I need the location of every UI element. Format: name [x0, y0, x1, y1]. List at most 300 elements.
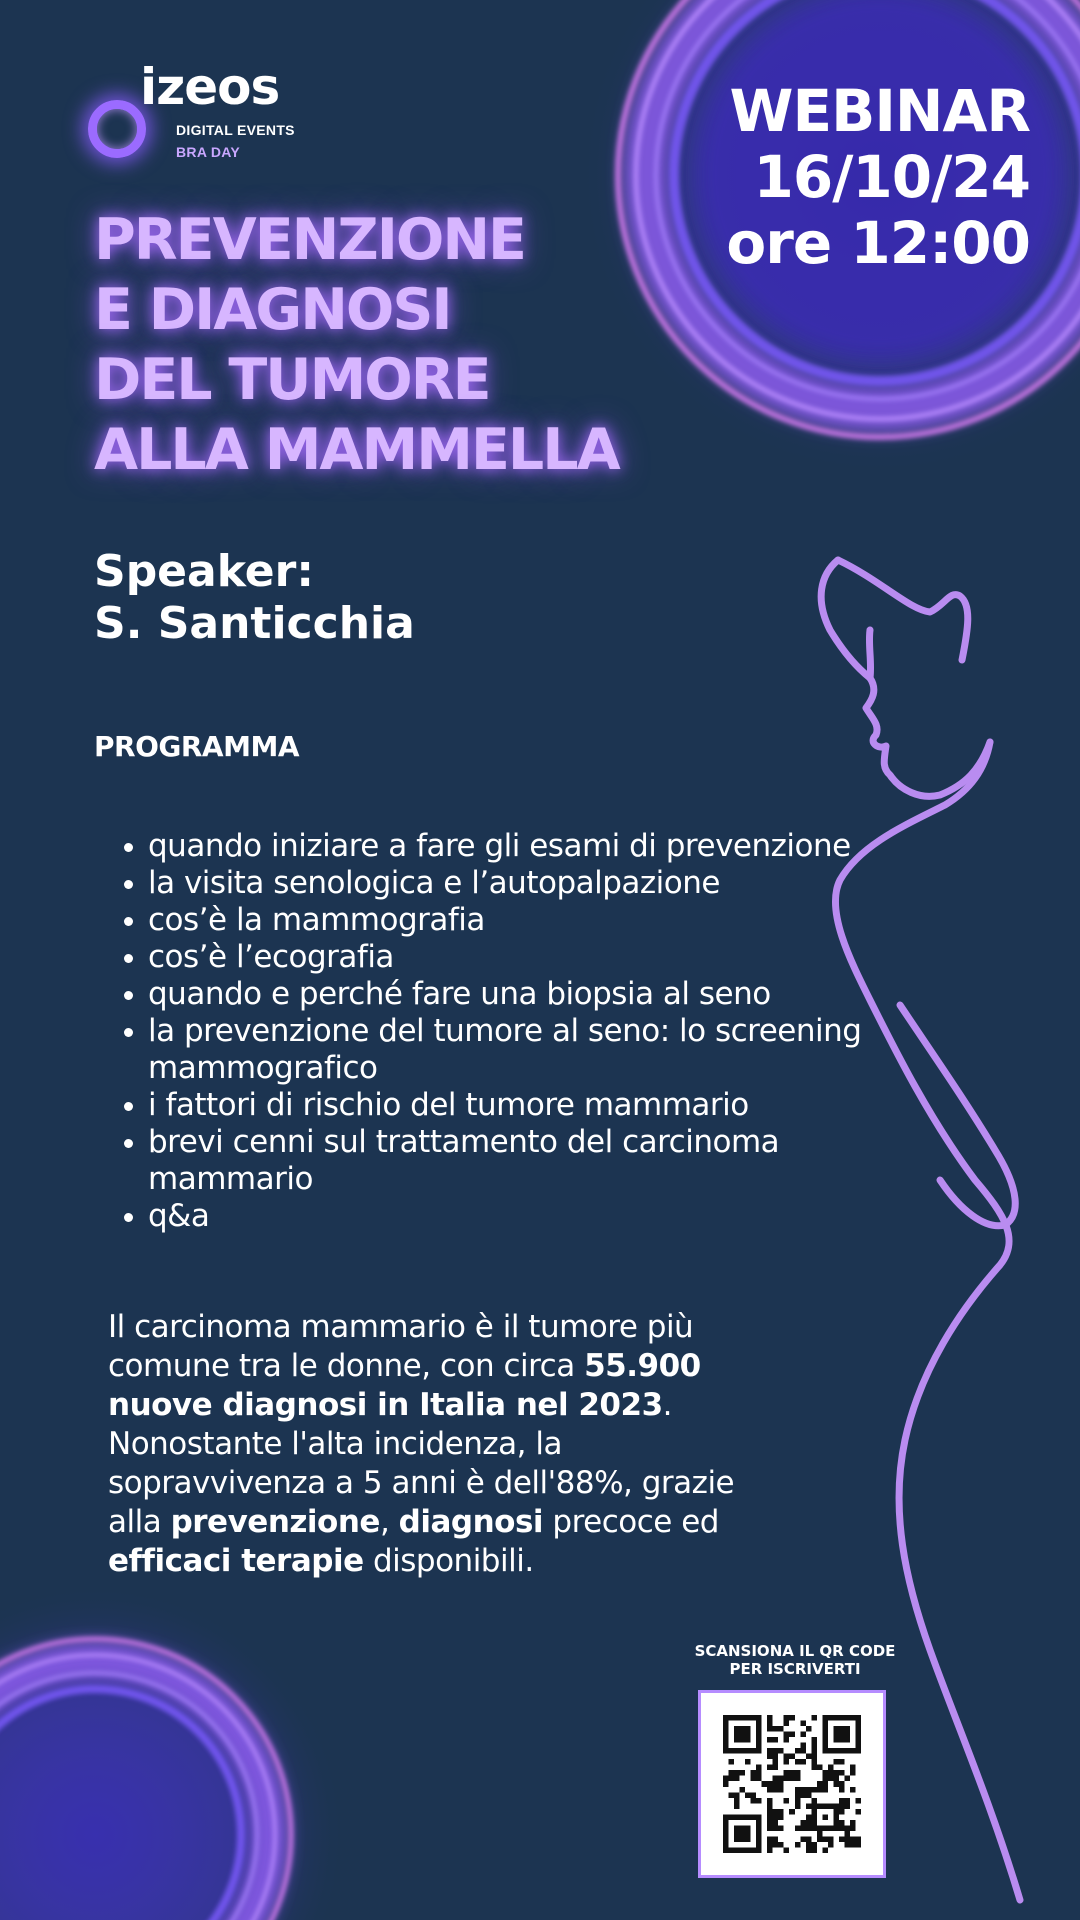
qr-module — [756, 1776, 762, 1782]
qr-module — [833, 1803, 839, 1809]
qr-module — [740, 1732, 746, 1738]
qr-module — [833, 1781, 839, 1787]
qr-module — [723, 1726, 729, 1732]
qr-module — [855, 1732, 861, 1738]
qr-module — [734, 1825, 740, 1831]
qr-code-image — [723, 1715, 861, 1853]
qr-module — [789, 1776, 795, 1782]
headline-line: PREVENZIONE — [94, 207, 525, 273]
qr-module — [800, 1743, 806, 1749]
qr-module — [745, 1847, 751, 1853]
list-item: • la visita senologica e l’autopalpazione — [148, 865, 868, 902]
qr-module — [839, 1759, 845, 1765]
qr-module — [767, 1787, 773, 1793]
qr-module — [850, 1820, 856, 1826]
qr-module — [817, 1825, 823, 1831]
qr-module — [833, 1715, 839, 1721]
qr-module — [800, 1836, 806, 1842]
qr-module — [723, 1831, 729, 1837]
qr-module — [795, 1842, 801, 1848]
info-text: disponibili. — [363, 1543, 534, 1579]
qr-module — [756, 1847, 762, 1853]
list-item: • la prevenzione del tumore al seno: lo screening mammografico — [148, 1013, 868, 1087]
qr-module — [778, 1787, 784, 1793]
qr-module — [745, 1715, 751, 1721]
list-item: • cos’è l’ecografia — [148, 939, 868, 976]
qr-module — [734, 1770, 740, 1776]
qr-module — [745, 1759, 751, 1765]
qr-module — [767, 1781, 773, 1787]
qr-module — [767, 1748, 773, 1754]
qr-module — [789, 1715, 795, 1721]
qr-module — [734, 1847, 740, 1853]
qr-module — [773, 1814, 779, 1820]
qr-module — [734, 1798, 740, 1804]
qr-module — [767, 1803, 773, 1809]
qr-module — [756, 1726, 762, 1732]
qr-module — [855, 1798, 861, 1804]
qr-module — [773, 1842, 779, 1848]
qr-module — [833, 1809, 839, 1815]
list-item: • quando iniziare a fare gli esami di prevenzione — [148, 828, 868, 865]
qr-module — [833, 1748, 839, 1754]
qr-module — [811, 1754, 817, 1760]
qr-module — [756, 1820, 762, 1826]
qr-module — [723, 1721, 729, 1727]
qr-module — [740, 1787, 746, 1793]
qr-module — [767, 1836, 773, 1842]
qr-module — [778, 1748, 784, 1754]
qr-module — [800, 1759, 806, 1765]
qr-module — [729, 1770, 735, 1776]
qr-module — [795, 1798, 801, 1804]
qr-module — [734, 1776, 740, 1782]
qr-module — [723, 1743, 729, 1749]
qr-module — [828, 1825, 834, 1831]
qr-module — [839, 1715, 845, 1721]
qr-module — [756, 1732, 762, 1738]
qr-module — [811, 1847, 817, 1853]
qr-module — [789, 1809, 795, 1815]
qr-module — [828, 1715, 834, 1721]
info-text: Nonostante l'alta incidenza, la sopravvivenza a 5 anni è dell'88%, grazie alla — [108, 1426, 735, 1540]
qr-module — [734, 1737, 740, 1743]
list-item: • quando e perché fare una biopsia al seno — [148, 976, 868, 1013]
qr-module — [751, 1770, 757, 1776]
qr-module — [784, 1732, 790, 1738]
qr-module — [828, 1842, 834, 1848]
qr-module — [723, 1781, 729, 1787]
qr-module — [795, 1759, 801, 1765]
qr-module — [773, 1820, 779, 1826]
qr-module — [850, 1836, 856, 1842]
qr-module — [767, 1737, 773, 1743]
qr-module — [784, 1798, 790, 1804]
qr-module — [784, 1737, 790, 1743]
qr-module — [767, 1809, 773, 1815]
speaker-name: S. Santicchia — [94, 598, 415, 649]
qr-module — [740, 1847, 746, 1853]
qr-module — [844, 1803, 850, 1809]
qr-module — [756, 1743, 762, 1749]
qr-module — [806, 1847, 812, 1853]
qr-module — [751, 1748, 757, 1754]
qr-module — [729, 1814, 735, 1820]
qr-module — [773, 1809, 779, 1815]
qr-module — [800, 1721, 806, 1727]
qr-module — [784, 1721, 790, 1727]
qr-module — [756, 1798, 762, 1804]
qr-module — [811, 1715, 817, 1721]
qr-module — [844, 1748, 850, 1754]
qr-module — [811, 1803, 817, 1809]
qr-module — [839, 1737, 845, 1743]
qr-module — [756, 1814, 762, 1820]
qr-module — [855, 1809, 861, 1815]
qr-module — [844, 1798, 850, 1804]
list-item: • cos’è la mammografia — [148, 902, 868, 939]
info-bold-terapie: efficaci terapie — [108, 1543, 364, 1579]
qr-module — [729, 1748, 735, 1754]
qr-module — [729, 1792, 735, 1798]
qr-module — [811, 1798, 817, 1804]
qr-module — [817, 1765, 823, 1771]
qr-module — [751, 1814, 757, 1820]
qr-module — [839, 1820, 845, 1826]
qr-module — [723, 1842, 729, 1848]
qr-module — [756, 1831, 762, 1837]
qr-module — [811, 1809, 817, 1815]
qr-module — [833, 1770, 839, 1776]
qr-module — [762, 1781, 768, 1787]
qr-module — [756, 1770, 762, 1776]
qr-module — [740, 1726, 746, 1732]
qr-module — [822, 1732, 828, 1738]
qr-module — [839, 1836, 845, 1842]
qr-module — [817, 1836, 823, 1842]
qr-module — [811, 1759, 817, 1765]
qr-module — [723, 1825, 729, 1831]
qr-module — [784, 1715, 790, 1721]
qr-module — [729, 1715, 735, 1721]
qr-module — [811, 1842, 817, 1848]
qr-label — [672, 1642, 918, 1678]
qr-module — [811, 1748, 817, 1754]
info-text: Il carcinoma mammario è il tumore più comune tra le donne, con circa — [108, 1309, 694, 1384]
qr-module — [811, 1814, 817, 1820]
qr-module — [789, 1754, 795, 1760]
qr-module — [828, 1836, 834, 1842]
qr-module — [773, 1825, 779, 1831]
qr-module — [773, 1776, 779, 1782]
info-bold-diagnosi: diagnosi — [398, 1504, 544, 1540]
qr-module — [740, 1748, 746, 1754]
qr-module — [773, 1748, 779, 1754]
speaker-label: Speaker: — [94, 546, 314, 597]
qr-module — [822, 1781, 828, 1787]
qr-module — [844, 1737, 850, 1743]
qr-module — [734, 1803, 740, 1809]
qr-module — [806, 1825, 812, 1831]
qr-module — [740, 1737, 746, 1743]
qr-module — [850, 1825, 856, 1831]
qr-module — [767, 1825, 773, 1831]
qr-module — [723, 1737, 729, 1743]
qr-module — [828, 1748, 834, 1754]
qr-module — [839, 1825, 845, 1831]
qr-module — [844, 1732, 850, 1738]
qr-module — [850, 1748, 856, 1754]
qr-module — [723, 1847, 729, 1853]
qr-module — [789, 1732, 795, 1738]
qr-module — [789, 1770, 795, 1776]
qr-module — [839, 1726, 845, 1732]
webinar-label: WEBINAR — [729, 77, 1030, 145]
qr-module — [811, 1737, 817, 1743]
qr-module — [756, 1737, 762, 1743]
qr-module — [844, 1842, 850, 1848]
qr-label-line: SCANSIONA IL QR CODE — [694, 1642, 896, 1660]
qr-module — [740, 1814, 746, 1820]
qr-module — [745, 1748, 751, 1754]
qr-module — [773, 1781, 779, 1787]
qr-module — [839, 1803, 845, 1809]
qr-module — [740, 1831, 746, 1837]
list-item: • i fattori di rischio del tumore mammario — [148, 1087, 868, 1124]
qr-module — [839, 1732, 845, 1738]
headline-line: E DIAGNOSI — [94, 277, 451, 343]
qr-module — [756, 1842, 762, 1848]
info-text: precoce ed — [543, 1504, 719, 1540]
qr-module — [734, 1836, 740, 1842]
qr-module — [850, 1715, 856, 1721]
qr-module — [822, 1726, 828, 1732]
qr-module — [806, 1726, 812, 1732]
qr-module — [855, 1726, 861, 1732]
logo-wordmark: izeos — [140, 58, 280, 116]
qr-module — [806, 1787, 812, 1793]
qr-module — [811, 1743, 817, 1749]
qr-module — [756, 1825, 762, 1831]
qr-module — [773, 1737, 779, 1743]
qr-module — [833, 1732, 839, 1738]
qr-module — [740, 1825, 746, 1831]
qr-module — [778, 1809, 784, 1815]
qr-module — [822, 1721, 828, 1727]
qr-module — [839, 1787, 845, 1793]
qr-module — [745, 1726, 751, 1732]
qr-module — [767, 1754, 773, 1760]
qr-module — [773, 1759, 779, 1765]
qr-module — [839, 1798, 845, 1804]
qr-module — [800, 1732, 806, 1738]
qr-module — [850, 1842, 856, 1848]
qr-module — [806, 1792, 812, 1798]
qr-module — [767, 1798, 773, 1804]
izeos-logo — [84, 58, 304, 176]
qr-module — [795, 1770, 801, 1776]
qr-module — [756, 1836, 762, 1842]
qr-module — [767, 1847, 773, 1853]
qr-module — [723, 1748, 729, 1754]
qr-module — [811, 1765, 817, 1771]
qr-module — [806, 1803, 812, 1809]
qr-module — [784, 1776, 790, 1782]
qr-module — [800, 1825, 806, 1831]
qr-module — [740, 1770, 746, 1776]
qr-module — [767, 1820, 773, 1826]
qr-module — [822, 1776, 828, 1782]
qr-module — [817, 1831, 823, 1837]
info-paragraph — [108, 1308, 788, 1581]
webinar-date: 16/10/24 — [753, 143, 1030, 211]
qr-module — [850, 1765, 856, 1771]
qr-module — [795, 1748, 801, 1754]
qr-module — [800, 1748, 806, 1754]
list-item: • q&a — [148, 1198, 868, 1235]
program-list — [108, 828, 868, 1235]
qr-module — [778, 1825, 784, 1831]
qr-module — [833, 1820, 839, 1826]
qr-module — [822, 1814, 828, 1820]
qr-module — [723, 1820, 729, 1826]
program-title: PROGRAMMA — [94, 730, 299, 763]
qr-module — [734, 1792, 740, 1798]
qr-module — [778, 1726, 784, 1732]
qr-module — [745, 1831, 751, 1837]
qr-module — [822, 1825, 828, 1831]
qr-module — [844, 1776, 850, 1782]
qr-module — [855, 1743, 861, 1749]
qr-module — [723, 1732, 729, 1738]
qr-module — [745, 1737, 751, 1743]
qr-module — [778, 1814, 784, 1820]
qr-module — [806, 1836, 812, 1842]
qr-module — [833, 1737, 839, 1743]
webinar-info — [726, 78, 1030, 276]
qr-module — [778, 1842, 784, 1848]
headline-line: ALLA MAMMELLA — [94, 417, 619, 483]
qr-module — [745, 1814, 751, 1820]
qr-module — [756, 1765, 762, 1771]
qr-module — [822, 1803, 828, 1809]
qr-module — [855, 1737, 861, 1743]
qr-module — [806, 1814, 812, 1820]
webinar-time: ore 12:00 — [726, 209, 1030, 277]
qr-module — [795, 1825, 801, 1831]
qr-module — [822, 1715, 828, 1721]
qr-module — [734, 1732, 740, 1738]
qr-module — [833, 1759, 839, 1765]
qr-module — [800, 1792, 806, 1798]
qr-module — [767, 1726, 773, 1732]
qr-module — [800, 1820, 806, 1826]
qr-module — [822, 1787, 828, 1793]
qr-module — [811, 1787, 817, 1793]
qr-module — [822, 1770, 828, 1776]
qr-module — [817, 1787, 823, 1793]
qr-module — [751, 1847, 757, 1853]
qr-module — [839, 1781, 845, 1787]
qr-module — [773, 1836, 779, 1842]
qr-module — [745, 1732, 751, 1738]
qr-module — [784, 1847, 790, 1853]
qr-module — [729, 1776, 735, 1782]
qr-module — [773, 1726, 779, 1732]
qr-code[interactable] — [698, 1690, 886, 1878]
qr-module — [723, 1814, 729, 1820]
qr-module — [855, 1842, 861, 1848]
headline-line: DEL TUMORE — [94, 347, 490, 413]
headline — [94, 205, 619, 485]
qr-module — [800, 1787, 806, 1793]
qr-module — [828, 1770, 834, 1776]
qr-module — [756, 1748, 762, 1754]
qr-module — [734, 1726, 740, 1732]
qr-module — [817, 1781, 823, 1787]
qr-module — [855, 1715, 861, 1721]
qr-module — [855, 1748, 861, 1754]
qr-module — [839, 1809, 845, 1815]
qr-module — [795, 1776, 801, 1782]
qr-module — [729, 1759, 735, 1765]
qr-module — [767, 1765, 773, 1771]
qr-module — [767, 1715, 773, 1721]
qr-module — [839, 1748, 845, 1754]
qr-module — [745, 1792, 751, 1798]
info-text: . — [662, 1387, 672, 1423]
qr-module — [844, 1836, 850, 1842]
qr-module — [729, 1847, 735, 1853]
qr-module — [778, 1781, 784, 1787]
qr-module — [844, 1831, 850, 1837]
qr-module — [844, 1726, 850, 1732]
qr-module — [784, 1754, 790, 1760]
speaker-block — [94, 546, 415, 650]
qr-module — [767, 1842, 773, 1848]
qr-module — [795, 1803, 801, 1809]
qr-module — [844, 1715, 850, 1721]
qr-module — [839, 1770, 845, 1776]
info-bold-prevenzione: prevenzione — [170, 1504, 380, 1540]
qr-module — [806, 1820, 812, 1826]
qr-module — [734, 1814, 740, 1820]
qr-module — [740, 1836, 746, 1842]
qr-module — [723, 1836, 729, 1842]
qr-module — [734, 1748, 740, 1754]
qr-module — [822, 1847, 828, 1853]
qr-module — [784, 1759, 790, 1765]
qr-module — [833, 1726, 839, 1732]
qr-module — [828, 1776, 834, 1782]
qr-module — [811, 1825, 817, 1831]
qr-module — [806, 1754, 812, 1760]
qr-module — [811, 1820, 817, 1826]
qr-module — [734, 1831, 740, 1837]
qr-module — [822, 1737, 828, 1743]
qr-module — [844, 1825, 850, 1831]
qr-module — [784, 1770, 790, 1776]
qr-module — [822, 1748, 828, 1754]
qr-module — [833, 1825, 839, 1831]
qr-module — [740, 1715, 746, 1721]
qr-module — [833, 1814, 839, 1820]
qr-module — [773, 1754, 779, 1760]
qr-module — [806, 1842, 812, 1848]
qr-module — [767, 1721, 773, 1727]
qr-module — [822, 1743, 828, 1749]
qr-module — [723, 1715, 729, 1721]
